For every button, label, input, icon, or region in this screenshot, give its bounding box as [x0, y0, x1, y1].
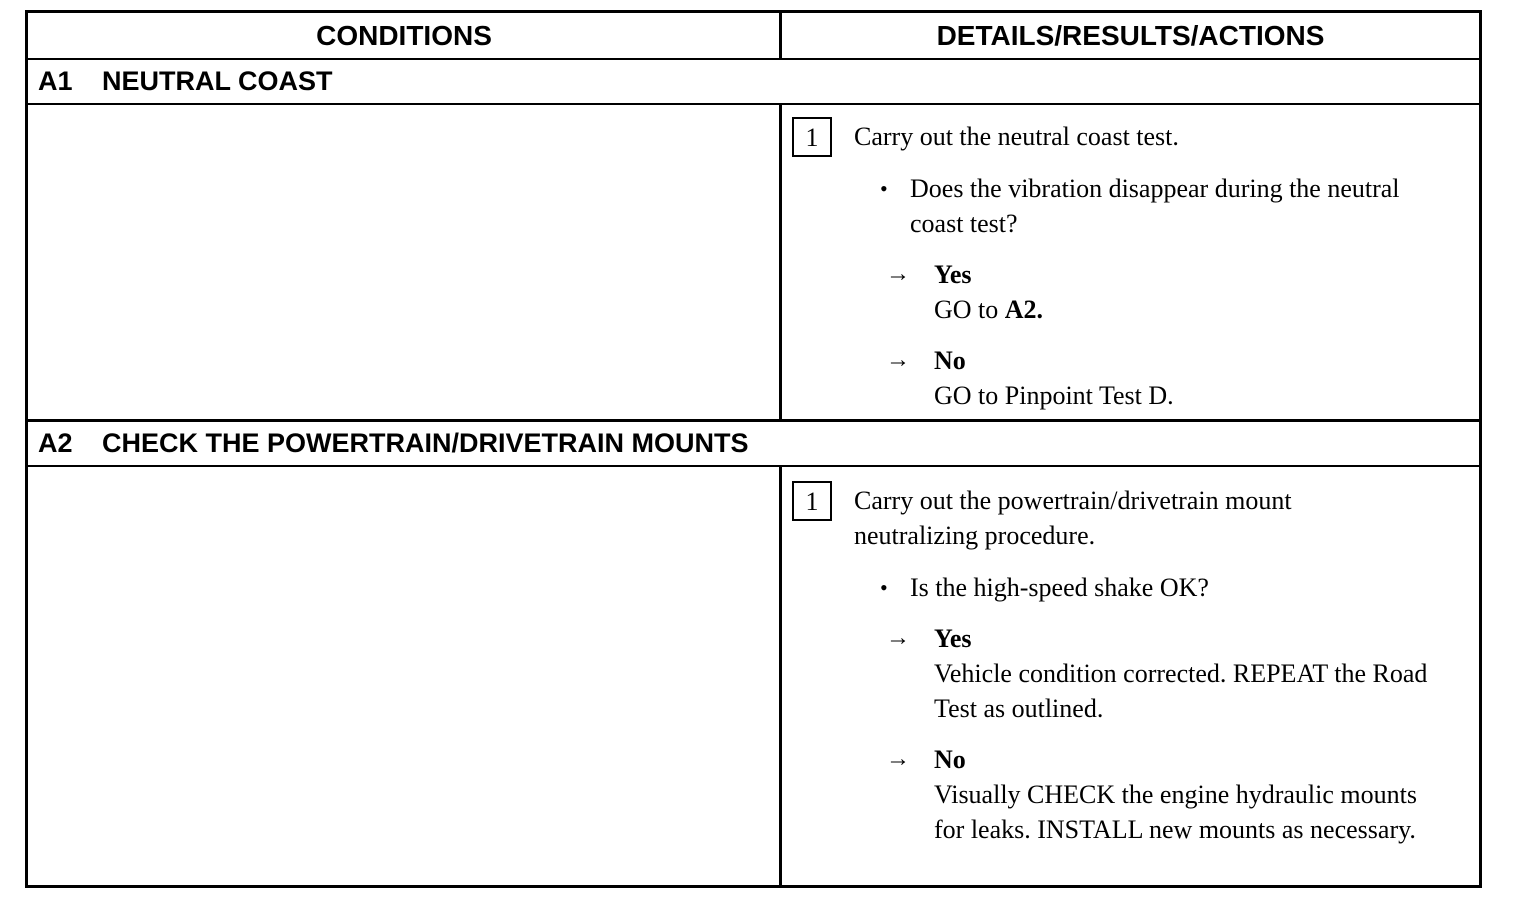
result-label: Yes — [934, 624, 972, 653]
result-action: Vehicle condition corrected. REPEAT the Road Test as outlined. — [934, 659, 1428, 723]
result-label: Yes — [934, 260, 972, 289]
step-number-box: 1 — [792, 481, 832, 521]
section-a1-title — [28, 60, 1479, 105]
result-action: Visually CHECK the engine hydraulic mounts for leaks. INSTALL new mounts as necessary. — [934, 780, 1417, 844]
result-yes — [886, 621, 1454, 726]
arrow-right-icon: → — [886, 746, 910, 772]
step-text: Carry out the powertrain/drivetrain mount neutralizing procedure. — [854, 486, 1292, 550]
result-action: GO to Pinpoint Test D. — [934, 381, 1174, 410]
bullet-icon: • — [880, 176, 888, 201]
arrow-right-icon: → — [886, 261, 910, 287]
section-a1-code: A1 — [38, 66, 73, 96]
question-text: Is the high-speed shake OK? — [910, 573, 1209, 602]
arrow-right-icon: → — [886, 347, 910, 373]
result-action-text: GO to — [934, 295, 1005, 324]
question-item — [880, 171, 1459, 241]
result-no — [886, 742, 1449, 847]
question-text: Does the vibration disappear during the neutral coast test? — [910, 174, 1400, 238]
details-header: DETAILS/RESULTS/ACTIONS — [936, 19, 1325, 51]
section-a2-heading: CHECK THE POWERTRAIN/DRIVETRAIN MOUNTS — [102, 428, 749, 458]
table-header — [28, 13, 1479, 60]
arrow-right-icon: → — [886, 625, 910, 651]
section-a2-code: A2 — [38, 428, 73, 458]
section-a1-details — [782, 105, 1479, 420]
section-a2-title — [28, 422, 1479, 467]
bullet-icon: • — [880, 575, 888, 600]
section-a2-details — [782, 467, 1479, 885]
conditions-header: CONDITIONS — [316, 19, 492, 51]
result-action-ref: A2. — [1004, 295, 1044, 324]
section-a1-heading: NEUTRAL COAST — [102, 66, 333, 96]
result-label: No — [934, 745, 966, 774]
header-divider — [779, 13, 782, 58]
step-text: Carry out the neutral coast test. — [854, 122, 1179, 151]
result-action — [934, 292, 1459, 327]
question-item — [880, 570, 1459, 605]
result-no — [886, 343, 1459, 413]
diagnostic-table — [25, 10, 1482, 888]
result-label: No — [934, 346, 966, 375]
result-yes — [886, 257, 1459, 327]
step-number-box: 1 — [792, 117, 832, 157]
